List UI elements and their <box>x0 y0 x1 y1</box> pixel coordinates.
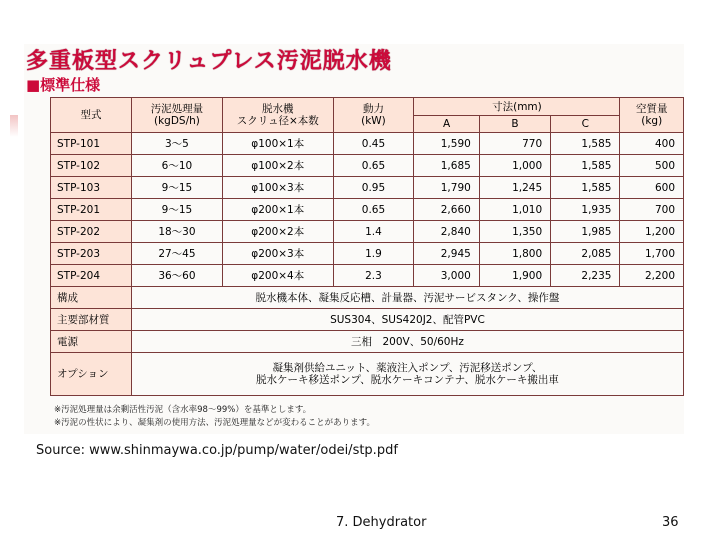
cell-screw: φ100×3本 <box>222 177 333 199</box>
cell-capacity: 9～15 <box>131 177 222 199</box>
cell-model: STP-204 <box>51 265 132 287</box>
cell-dim-b: 1,010 <box>479 199 550 221</box>
info-label: 主要部材質 <box>51 309 132 331</box>
cell-dim-c: 1,935 <box>551 199 620 221</box>
cell-screw: φ200×2本 <box>222 221 333 243</box>
cell-model: STP-103 <box>51 177 132 199</box>
cell-weight: 2,200 <box>620 265 684 287</box>
header-dim-c: C <box>551 116 620 133</box>
header-dimensions: 寸法(mm) <box>414 98 620 116</box>
info-row <box>51 353 684 396</box>
cell-weight: 1,200 <box>620 221 684 243</box>
notes <box>54 404 375 430</box>
cell-capacity: 3～5 <box>131 133 222 155</box>
spec-table-body <box>51 133 684 287</box>
cell-model: STP-101 <box>51 133 132 155</box>
table-row <box>51 133 684 155</box>
table-row <box>51 265 684 287</box>
header-dim-a: A <box>414 116 479 133</box>
cell-dim-a: 2,945 <box>414 243 479 265</box>
cell-dim-a: 3,000 <box>414 265 479 287</box>
cell-weight: 1,700 <box>620 243 684 265</box>
cell-dim-c: 2,235 <box>551 265 620 287</box>
header-screw: 脱水機 スクリュ径×本数 <box>222 98 333 133</box>
table-row <box>51 243 684 265</box>
cell-dim-b: 1,000 <box>479 155 550 177</box>
source-citation: Source: www.shinmaywa.co.jp/pump/water/odei/stp.pdf <box>36 443 398 458</box>
table-row <box>51 177 684 199</box>
cell-dim-b: 1,900 <box>479 265 550 287</box>
info-table-body <box>51 287 684 396</box>
cell-weight: 600 <box>620 177 684 199</box>
cell-dim-a: 2,660 <box>414 199 479 221</box>
header-dim-b: B <box>479 116 550 133</box>
cell-screw: φ200×1本 <box>222 199 333 221</box>
cell-screw: φ200×3本 <box>222 243 333 265</box>
cell-model: STP-201 <box>51 199 132 221</box>
slide-accent-bar <box>10 115 18 137</box>
cell-dim-a: 1,685 <box>414 155 479 177</box>
spec-sheet-image <box>24 44 684 434</box>
cell-dim-b: 1,245 <box>479 177 550 199</box>
cell-power: 0.45 <box>333 133 414 155</box>
cell-dim-a: 2,840 <box>414 221 479 243</box>
info-label: 電源 <box>51 331 132 353</box>
cell-screw: φ100×1本 <box>222 133 333 155</box>
cell-dim-c: 1,585 <box>551 155 620 177</box>
cell-power: 0.95 <box>333 177 414 199</box>
info-value: 三相 200V、50/60Hz <box>131 331 683 353</box>
cell-capacity: 18～30 <box>131 221 222 243</box>
cell-weight: 400 <box>620 133 684 155</box>
header-power: 動力 (kW) <box>333 98 414 133</box>
cell-dim-c: 1,985 <box>551 221 620 243</box>
cell-dim-b: 770 <box>479 133 550 155</box>
cell-capacity: 9～15 <box>131 199 222 221</box>
cell-power: 0.65 <box>333 155 414 177</box>
cell-weight: 700 <box>620 199 684 221</box>
note-line: ※汚泥の性状により、凝集剤の使用方法、汚泥処理量などが変わることがあります。 <box>54 418 375 428</box>
page-number: 36 <box>662 515 679 530</box>
cell-screw: φ200×4本 <box>222 265 333 287</box>
header-model: 型式 <box>51 98 132 133</box>
header-capacity: 汚泥処理量 (kgDS/h) <box>131 98 222 133</box>
cell-screw: φ100×2本 <box>222 155 333 177</box>
info-label: 構成 <box>51 287 132 309</box>
spec-table <box>50 97 684 396</box>
cell-dim-a: 1,790 <box>414 177 479 199</box>
cell-capacity: 6～10 <box>131 155 222 177</box>
cell-power: 1.4 <box>333 221 414 243</box>
cell-dim-b: 1,800 <box>479 243 550 265</box>
cell-dim-b: 1,350 <box>479 221 550 243</box>
info-row <box>51 331 684 353</box>
cell-model: STP-102 <box>51 155 132 177</box>
footer-label: 7. Dehydrator <box>336 515 427 530</box>
cell-dim-c: 1,585 <box>551 177 620 199</box>
cell-model: STP-202 <box>51 221 132 243</box>
info-row <box>51 309 684 331</box>
info-value: 凝集剤供給ユニット、薬液注入ポンプ、汚泥移送ポンプ、 脱水ケーキ移送ポンプ、脱水ケーキコンテナ、脱水ケーキ搬出車 <box>131 353 683 396</box>
cell-dim-c: 2,085 <box>551 243 620 265</box>
cell-capacity: 36～60 <box>131 265 222 287</box>
info-row <box>51 287 684 309</box>
note-line: ※汚泥処理量は余剰活性汚泥（含水率98～99%）を基準とします。 <box>54 405 312 415</box>
cell-power: 0.65 <box>333 199 414 221</box>
info-value: SUS304、SUS420J2、配管PVC <box>131 309 683 331</box>
cell-weight: 500 <box>620 155 684 177</box>
document-title: 多重板型スクリュプレス汚泥脱水機 <box>26 49 392 74</box>
table-row <box>51 221 684 243</box>
cell-capacity: 27～45 <box>131 243 222 265</box>
cell-power: 1.9 <box>333 243 414 265</box>
table-row <box>51 155 684 177</box>
cell-power: 2.3 <box>333 265 414 287</box>
cell-dim-c: 1,585 <box>551 133 620 155</box>
document-subtitle: ■標準仕様 <box>26 76 101 94</box>
cell-dim-a: 1,590 <box>414 133 479 155</box>
header-weight: 空質量 (kg) <box>620 98 684 133</box>
info-label: オプション <box>51 353 132 396</box>
cell-model: STP-203 <box>51 243 132 265</box>
table-row <box>51 199 684 221</box>
info-value: 脱水機本体、凝集反応槽、計量器、汚泥サービスタンク、操作盤 <box>131 287 683 309</box>
